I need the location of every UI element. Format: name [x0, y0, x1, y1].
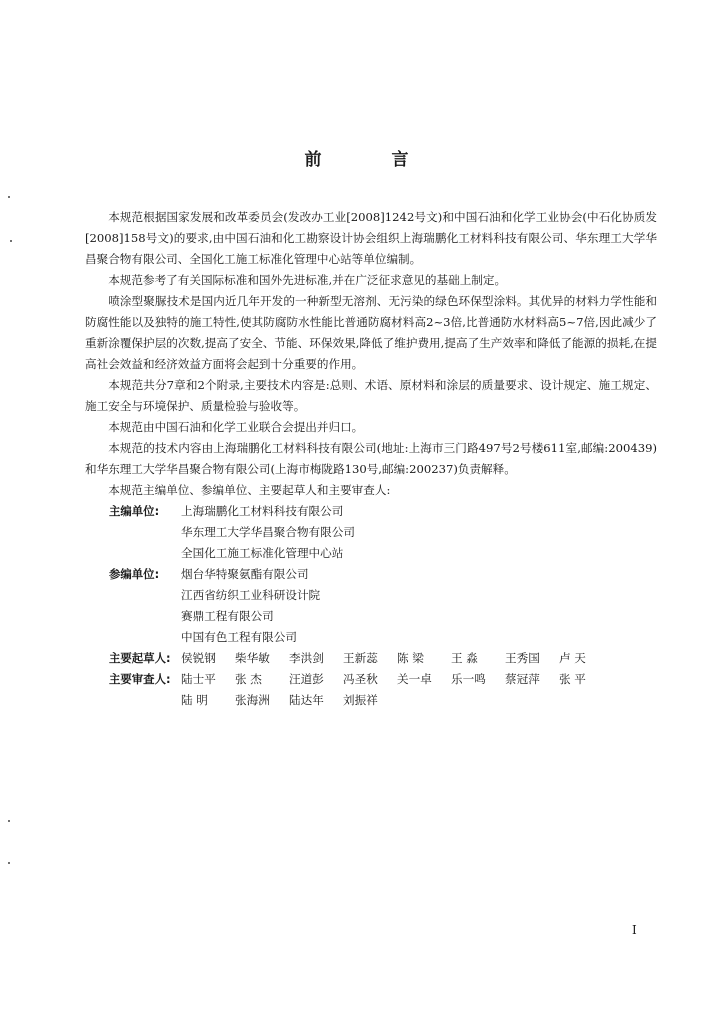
chief-unit-item: 全国化工施工标准化管理中心站 [181, 546, 344, 560]
reviewer-name: 陆达年 [289, 693, 324, 707]
reviewer-name: 陆 明 [181, 693, 208, 707]
drafter-name: 王秀国 [505, 651, 540, 665]
paragraph-3: 喷涂型聚脲技术是国内近几年开发的一种新型无溶剂、无污染的绿色环保型涂料。其优异的材料力学性能和防腐性能以及独特的施工特性,使其防腐防水性能比普通防腐材料高2~3倍,比普通防水材料高5~7倍,因此减少了重新涂覆保护层的次数,提高了安全、节能、环保效果,降低了维护费用,提高了生产效率和降低了能源的损耗,在提高社会效益和经济效益方面将会起到十分重要的作用。 [85, 294, 657, 371]
drafter-name: 王新蕊 [343, 651, 378, 665]
paragraph-1: 本规范根据国家发展和改革委员会(发改办工业[2008]1242号文)和中国石油和化学工业协会(中石化协质发[2008]158号文)的要求,由中国石油和化工勘察设计协会组织上海瑞鹏化工材料科技有限公司、华东理工大学华昌聚合物有限公司、全国化工施工标准化管理中心站等单位编制。 [85, 210, 657, 266]
drafter-name: 王 淼 [451, 651, 478, 665]
chief-units-label: 主编单位: [109, 504, 160, 518]
scan-mark [10, 240, 12, 242]
participating-unit-item: 江西省纺织工业科研设计院 [181, 588, 321, 602]
participating-units-label: 参编单位: [109, 567, 160, 581]
reviewer-name: 刘振祥 [343, 693, 378, 707]
drafter-name: 柴华敏 [235, 651, 270, 665]
reviewer-name: 张海洲 [235, 693, 270, 707]
participating-units [85, 564, 657, 648]
chief-units [85, 501, 657, 564]
scan-mark [8, 862, 10, 864]
chief-unit-item: 华东理工大学华昌聚合物有限公司 [181, 525, 355, 539]
reviewers [85, 669, 657, 711]
drafter-name: 陈 梁 [397, 651, 424, 665]
paragraph-6: 本规范的技术内容由上海瑞鹏化工材料科技有限公司(地址:上海市三门路497号2号楼611室,邮编:200439)和华东理工大学华昌聚合物有限公司(上海市梅陇路130号,邮编:200237)负责解释。 [85, 441, 657, 476]
reviewer-name: 冯圣秋 [343, 672, 378, 686]
reviewer-name: 关一卓 [397, 672, 432, 686]
paragraph-7: 本规范主编单位、参编单位、主要起草人和主要审查人: [108, 483, 391, 497]
drafter-name: 卢 天 [559, 651, 586, 665]
drafter-name: 侯锐钢 [181, 651, 216, 665]
participating-unit-item: 中国有色工程有限公司 [181, 630, 297, 644]
reviewer-name: 张 平 [559, 672, 586, 686]
reviewer-name: 乐一鸣 [451, 672, 486, 686]
participating-unit-item: 赛鼎工程有限公司 [181, 609, 274, 623]
reviewer-name: 蔡冠萍 [505, 672, 540, 686]
drafters-label: 主要起草人: [109, 651, 171, 665]
scan-mark [8, 820, 10, 822]
page-number: I [632, 923, 637, 937]
reviewer-name: 汪道彭 [289, 672, 324, 686]
preface-body [85, 207, 657, 711]
chief-unit-item: 上海瑞鹏化工材料科技有限公司 [181, 504, 344, 518]
reviewers-label: 主要审查人: [109, 672, 171, 686]
paragraph-2: 本规范参考了有关国际标准和国外先进标准,并在广泛征求意见的基础上制定。 [108, 273, 507, 287]
scan-mark [8, 196, 10, 198]
drafters [85, 648, 657, 669]
reviewer-name: 张 杰 [235, 672, 262, 686]
page-title: 前 言 [304, 150, 441, 170]
reviewer-name: 陆士平 [181, 672, 216, 686]
drafter-name: 李洪剑 [289, 651, 324, 665]
paragraph-5: 本规范由中国石油和化学工业联合会提出并归口。 [108, 420, 364, 434]
participating-unit-item: 烟台华特聚氨酯有限公司 [181, 567, 309, 581]
paragraph-4: 本规范共分7章和2个附录,主要技术内容是:总则、术语、原材料和涂层的质量要求、设计规定、施工规定、施工安全与环境保护、质量检验与验收等。 [85, 378, 657, 413]
